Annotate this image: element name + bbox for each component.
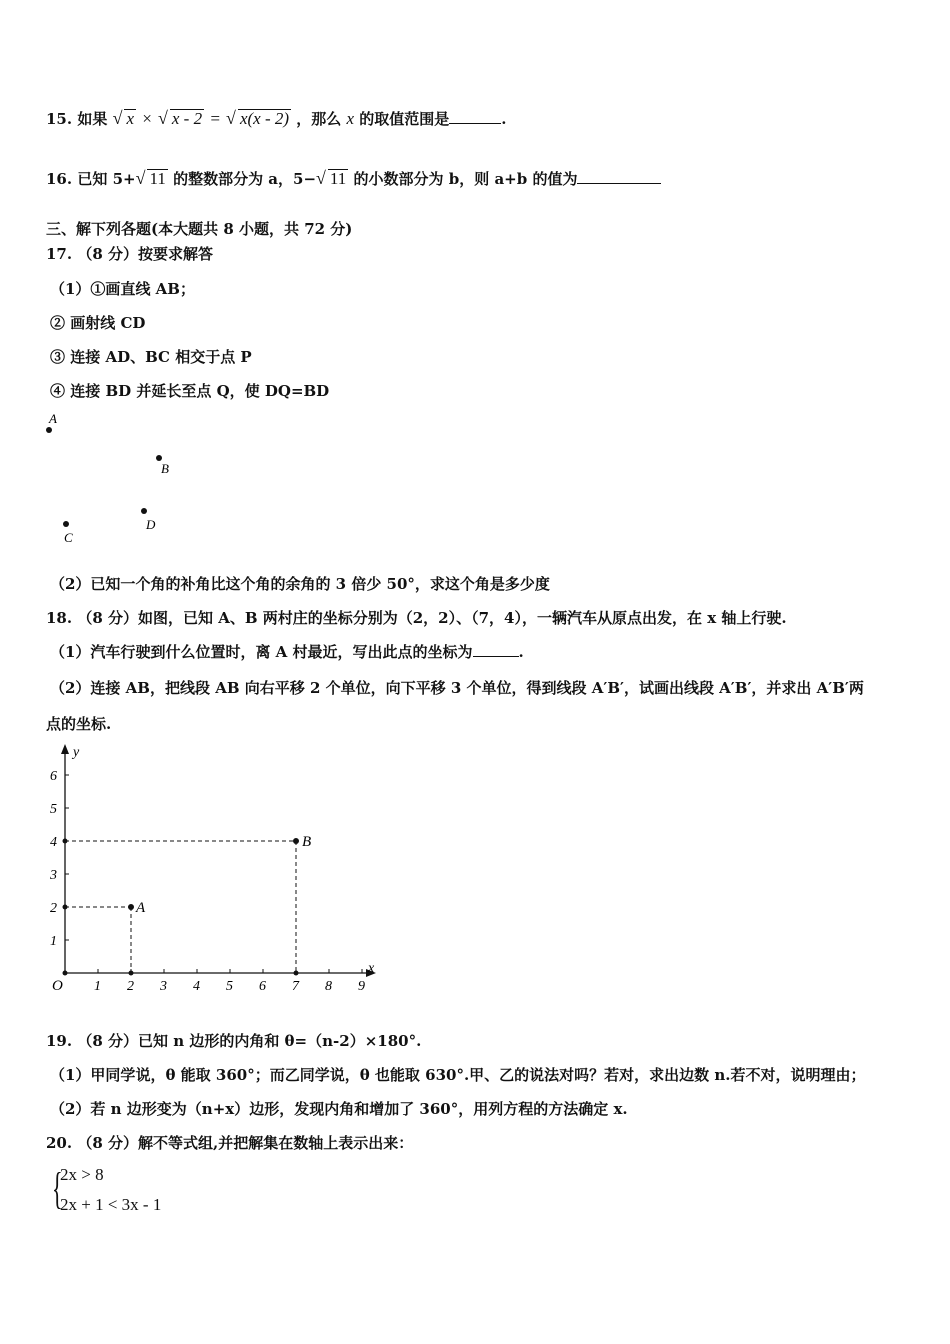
y-axis-label: y	[73, 745, 80, 760]
y-tick-label: 5	[50, 802, 57, 817]
inequality-2: 2x + 1 < 3x - 1	[60, 1195, 162, 1214]
sqrt-sign: √	[157, 108, 168, 128]
question-16	[46, 168, 661, 189]
q19-part2: （2）若 n 边形变为（n+x）边形，发现内角和增加了 360°，用列方程的方法确定 x.	[50, 1100, 628, 1118]
point-a-y-foot	[63, 905, 68, 910]
point-b-marker	[293, 838, 299, 844]
q15-var: x	[346, 109, 355, 128]
q18-heading: 18. （8 分）如图，已知 A、B 两村庄的坐标分别为（2，2）、（7，4），一辆汽车从原点出发，在 x 轴上行驶.	[46, 609, 787, 627]
y-tick-label: 2	[50, 901, 57, 916]
x-tick-label: 6	[259, 979, 266, 994]
q17-step3: ③ 连接 AD、BC 相交于点 P	[50, 348, 252, 366]
q18-part1-text: （1）汽车行驶到什么位置时，离 A 村最近，写出此点的坐标为	[50, 643, 473, 661]
q15-mid: ，那么	[296, 110, 342, 128]
q15-tail: 的取值范围是	[359, 110, 450, 128]
graph-point-b-label: B	[302, 834, 312, 850]
section-heading: 三、解下列各题(本大题共 8 小题，共 72 分)	[46, 220, 353, 238]
point-c-dot	[63, 521, 69, 527]
point-b-x-foot	[294, 971, 299, 976]
q15-radicand-left: x	[126, 109, 135, 128]
point-b-label: B	[161, 461, 169, 476]
y-tick-label: 4	[50, 835, 57, 850]
answer-blank[interactable]	[449, 109, 501, 124]
q19-heading: 19. （8 分）已知 n 边形的内角和 θ=（n-2）×180°.	[46, 1032, 422, 1050]
origin-label: O	[52, 978, 63, 994]
inequality-1: 2x > 8	[60, 1165, 104, 1184]
y-tick-label: 3	[50, 868, 57, 883]
origin-dot	[63, 971, 68, 976]
y-tick-label: 6	[50, 769, 57, 784]
point-a-marker	[128, 904, 134, 910]
q20-heading: 20. （8 分）解不等式组,并把解集在数轴上表示出来：	[46, 1134, 414, 1152]
q19-part1: （1）甲同学说，θ 能取 360°；而乙同学说，θ 也能取 630°.甲、乙的说法对吗？若对，求出边数 n.若不对，说明理由；	[50, 1066, 866, 1084]
question-15	[46, 108, 507, 129]
q17-step4: ④ 连接 BD 并延长至点 Q，使 DQ=BD	[50, 382, 330, 400]
q17-step2: ② 画射线 CD	[50, 314, 146, 332]
graph-point-a-label: A	[136, 900, 146, 916]
coordinate-graph	[40, 738, 390, 1000]
q16-mid1: 的整数部分为 a，5−	[173, 170, 317, 188]
y-axis-arrow	[61, 744, 69, 754]
answer-blank[interactable]	[577, 169, 661, 184]
q15-equals: =	[209, 109, 221, 128]
point-a-x-foot	[129, 971, 134, 976]
q15-radicand-right: x(x - 2)	[239, 109, 290, 128]
points-figure	[40, 405, 200, 550]
sqrt-sign: √	[226, 108, 236, 128]
q15-lead: 如果	[77, 110, 108, 128]
x-tick-label: 9	[358, 979, 365, 994]
q18-part1-end: .	[518, 643, 524, 661]
y-tick-label: 1	[50, 934, 57, 949]
sqrt-sign: √	[112, 108, 123, 128]
q15-end: .	[501, 110, 507, 128]
q16-lead: 已知 5+	[77, 170, 136, 188]
point-d-dot	[141, 508, 147, 514]
q18-part2-cont: 点的坐标.	[46, 715, 112, 733]
q18-part1	[50, 641, 524, 662]
x-tick-label: 3	[160, 979, 167, 994]
x-tick-label: 7	[292, 979, 299, 994]
x-tick-label: 8	[325, 979, 332, 994]
x-tick-label: 2	[127, 979, 134, 994]
q16-radicand-2: 11	[329, 169, 347, 188]
point-b-y-foot	[63, 839, 68, 844]
q15-number: 15.	[46, 110, 73, 128]
system-brace: {	[52, 1164, 63, 1213]
q18-part2: （2）连接 AB，把线段 AB 向右平移 2 个单位，向下平移 3 个单位，得到线段 A′B′，试画出线段 A′B′，并求出 A′B′两	[50, 679, 864, 697]
x-tick-label: 5	[226, 979, 233, 994]
x-tick-label: 1	[94, 979, 101, 994]
q17-heading: 17. （8 分）按要求解答	[46, 245, 213, 263]
x-axis-label: x	[368, 961, 375, 976]
point-c-label: C	[64, 530, 73, 545]
q15-radicand-mid: x - 2	[171, 109, 203, 128]
x-tick-label: 4	[193, 979, 200, 994]
sqrt-sign: √	[135, 168, 146, 188]
point-a-label: A	[49, 411, 57, 426]
q16-mid2: 的小数部分为 b，则 a+b 的值为	[353, 170, 578, 188]
q15-times: ×	[141, 109, 153, 128]
point-d-label: D	[146, 517, 156, 532]
q16-radicand-1: 11	[149, 169, 166, 188]
q16-number: 16.	[46, 170, 73, 188]
q17-part1: （1）①画直线 AB；	[50, 280, 195, 298]
sqrt-sign: √	[316, 168, 326, 188]
q17-part2: （2）已知一个角的补角比这个角的余角的 3 倍少 50°，求这个角是多少度	[50, 575, 550, 593]
point-a-dot	[46, 427, 52, 433]
answer-blank[interactable]	[473, 642, 519, 657]
